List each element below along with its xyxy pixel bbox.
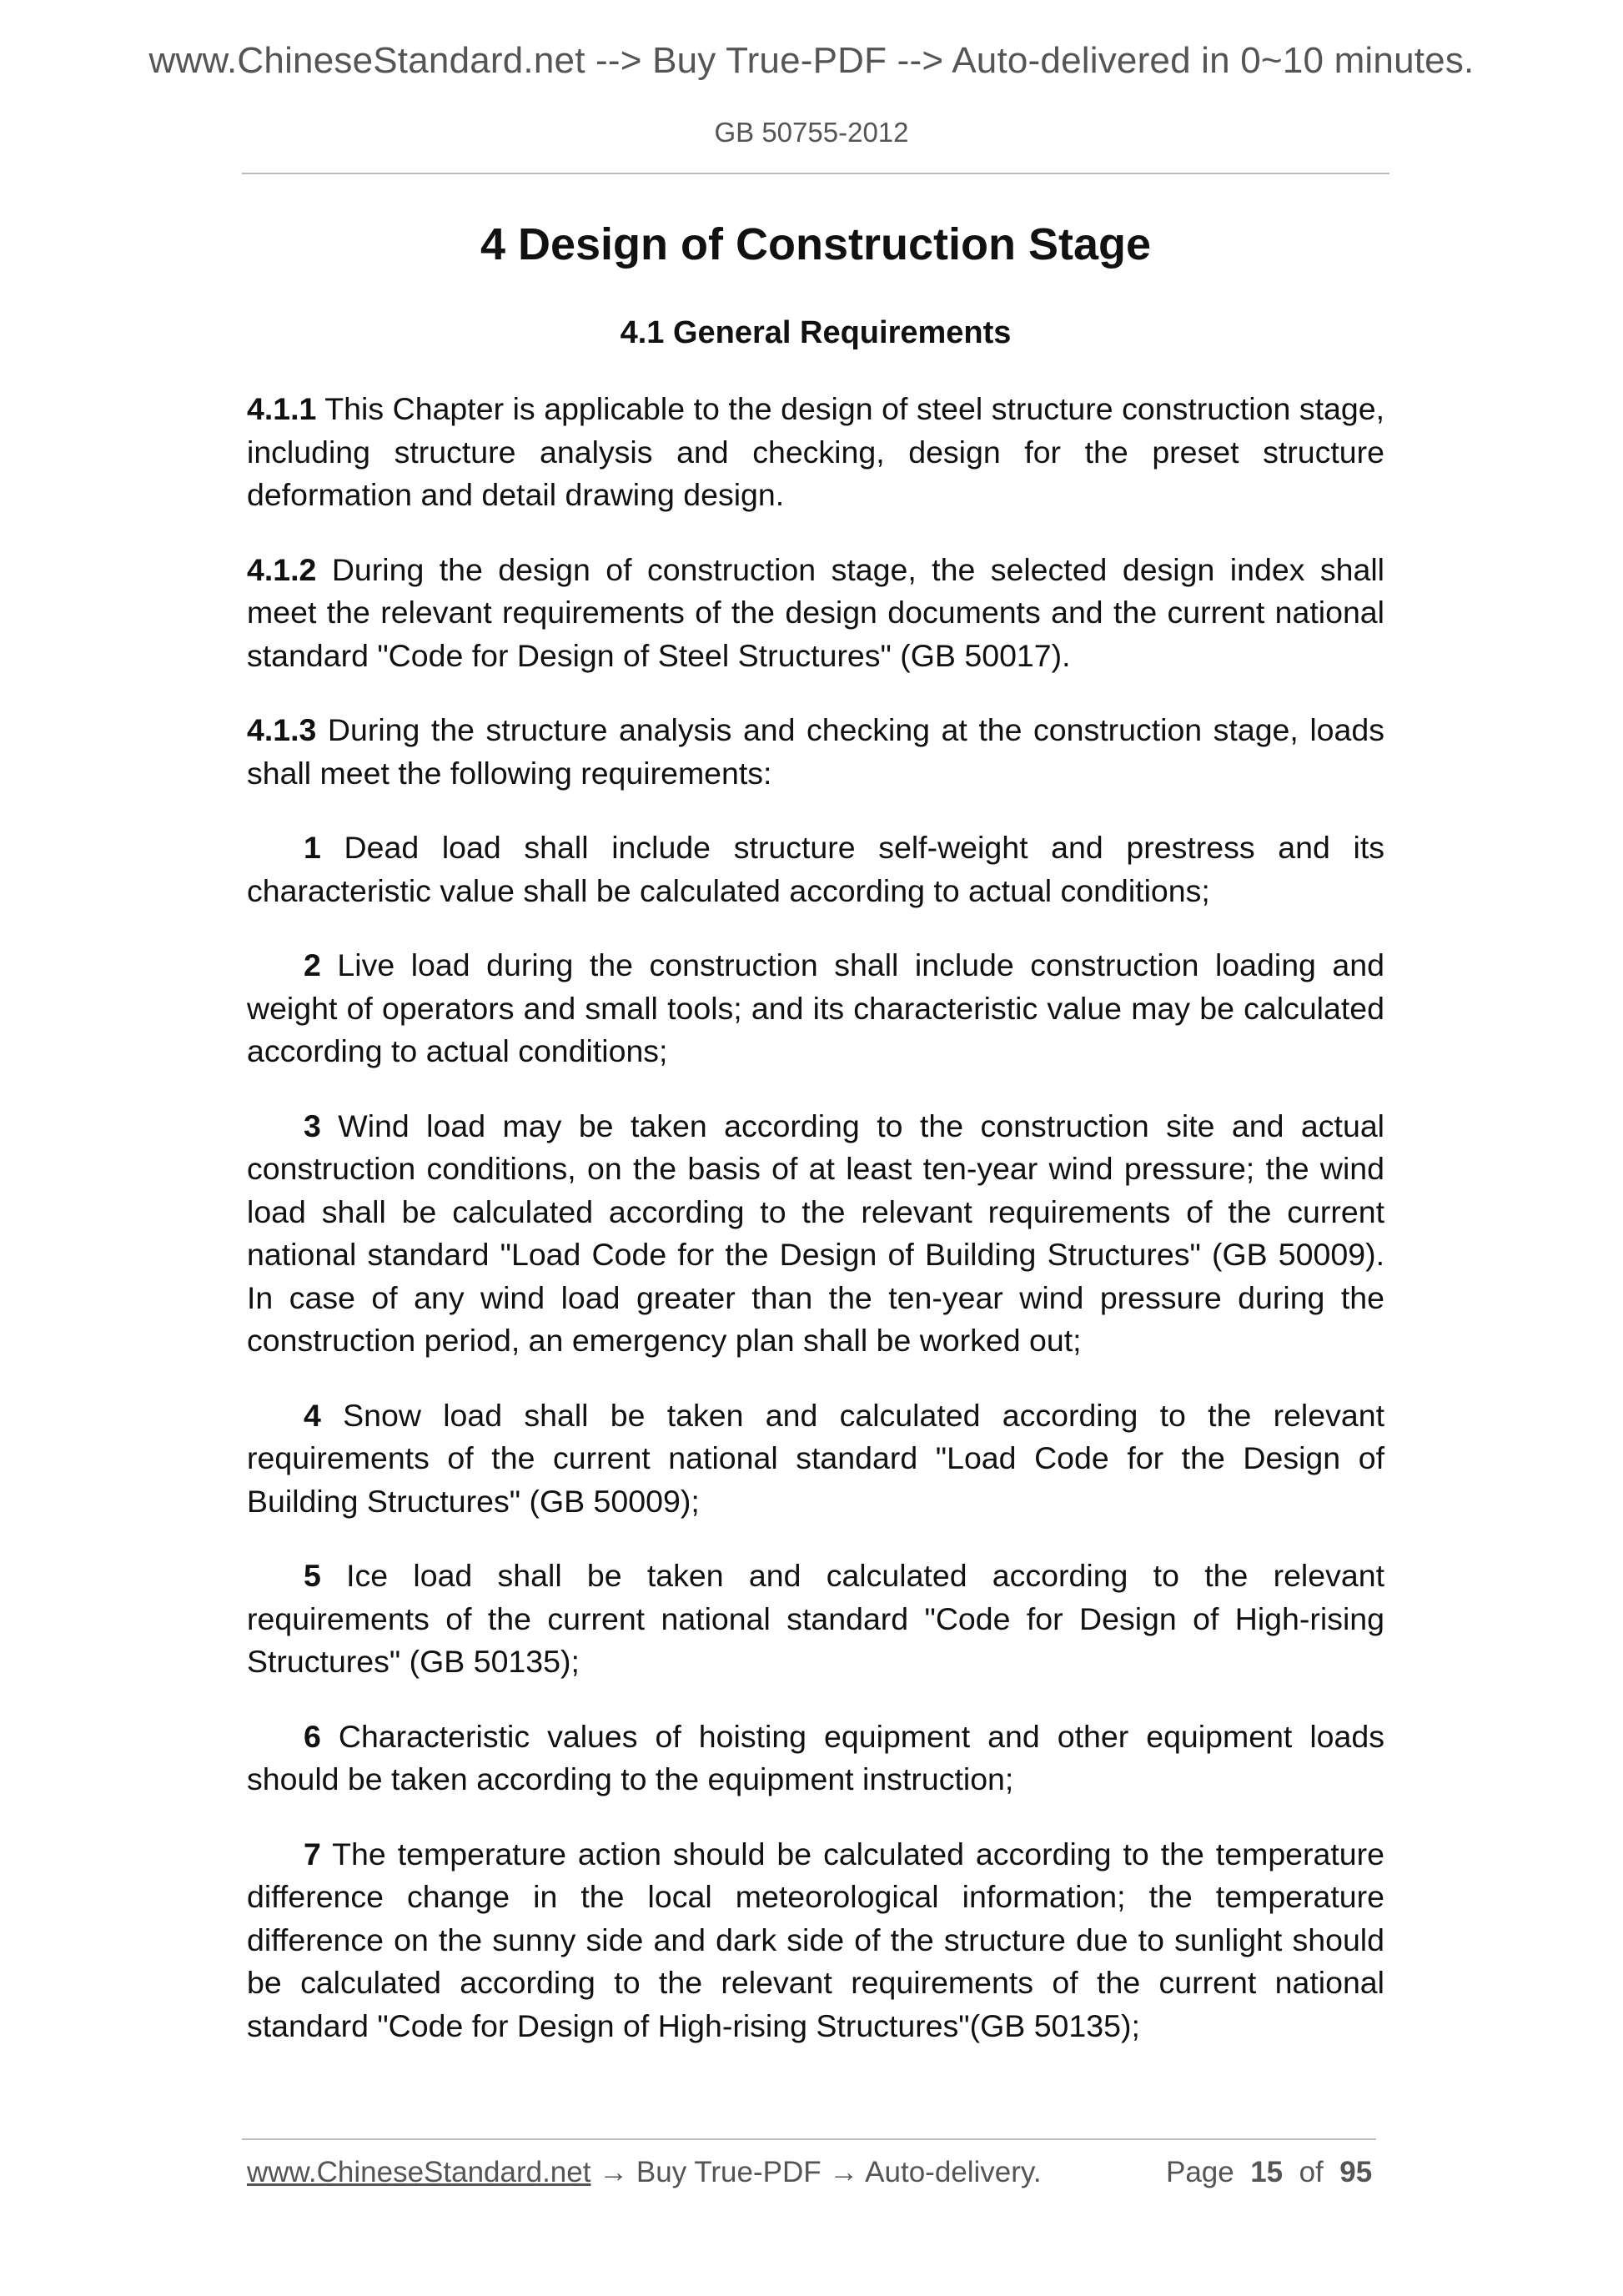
total-pages: 95 [1339,2156,1373,2188]
footer-delivery-text: → Buy True-PDF → Auto-delivery. [590,2156,1042,2188]
clause-number: 4.1.2 [247,551,317,587]
item-text: Snow load shall be taken and calculated according to the relevant requirements of the current national standard "Load Code for the Design of Building Structures" (GB 50009); [247,1397,1384,1519]
footer-divider [242,2138,1376,2140]
item-text: Characteristic values of hoisting equipment and other equipment loads should be taken according to the equipment instruction; [247,1718,1384,1797]
footer-left [247,2156,1042,2189]
list-item-5 [247,1555,1384,1684]
list-item-1 [247,826,1384,912]
list-item-4 [247,1394,1384,1524]
top-banner: www.ChineseStandard.net --> Buy True-PDF --> Auto-delivered in 0~10 minutes. [148,40,1475,81]
chapter-title: 4 Design of Construction Stage [480,219,1152,269]
item-text: The temperature action should be calculated according to the temperature difference change in the local meteorological information; the temperature difference on the sunny side and dark side of the structure due to sunlight should be calculated according to the relevant requirements of the current national standard "Code for Design of High-rising Structures"(GB 50135); [247,1836,1384,2043]
clause-4-1-1 [247,388,1384,517]
page-indicator [1166,2156,1372,2189]
item-number: 6 [304,1718,321,1754]
item-number: 1 [304,830,321,866]
list-item-2 [247,944,1384,1073]
clause-text: During the design of construction stage, the selected design index shall meet the relevant requirements of the design documents and the current national standard "Code for Design of Steel Structures" (GB 50017). [247,551,1384,673]
item-number: 5 [304,1558,321,1594]
clause-number: 4.1.3 [247,712,317,748]
page-label: Page [1166,2156,1234,2188]
item-text: Wind load may be taken according to the construction site and actual construction conditions, on the basis of at least ten-year wind pressure; the wind load shall be calculated according to the relevant requirements of the current national standard "Load Code for the Design of Building Structures" (GB 50009). In case of any wind load greater than the ten-year wind pressure during the construction period, an emergency plan shall be worked out; [247,1108,1384,1359]
clause-text: This Chapter is applicable to the design of steel structure construction stage, including structure analysis and checking, design for the preset structure deformation and detail drawing design. [247,391,1384,513]
list-item-3 [247,1105,1384,1363]
header-divider [242,173,1389,174]
item-text: Dead load shall include structure self-weight and prestress and its characteristic value shall be calculated according to actual conditions; [247,830,1384,908]
clause-text: During the structure analysis and checking at the construction stage, loads shall meet the following requirements: [247,712,1384,791]
item-text: Ice load shall be taken and calculated according to the relevant requirements of the current national standard "Code for Design of High-rising Structures" (GB 50135); [247,1558,1384,1680]
clause-number: 4.1.1 [247,391,317,427]
list-item-6 [247,1716,1384,1801]
item-number: 2 [304,947,321,983]
item-text: Live load during the construction shall include construction loading and weight of operators and small tools; and its characteristic value may be calculated according to actual conditions; [247,947,1384,1069]
section-title: 4.1 General Requirements [620,315,1012,351]
item-number: 7 [304,1836,321,1871]
page-content [247,219,1384,2079]
page-number: 15 [1250,2156,1284,2188]
of-label: of [1299,2156,1324,2188]
clause-4-1-3 [247,709,1384,795]
footer-site-link[interactable]: www.ChineseStandard.net [247,2156,591,2188]
item-number: 4 [304,1397,321,1433]
clause-4-1-2 [247,549,1384,678]
item-number: 3 [304,1108,321,1143]
list-item-7 [247,1833,1384,2048]
document-code: GB 50755-2012 [714,117,909,148]
